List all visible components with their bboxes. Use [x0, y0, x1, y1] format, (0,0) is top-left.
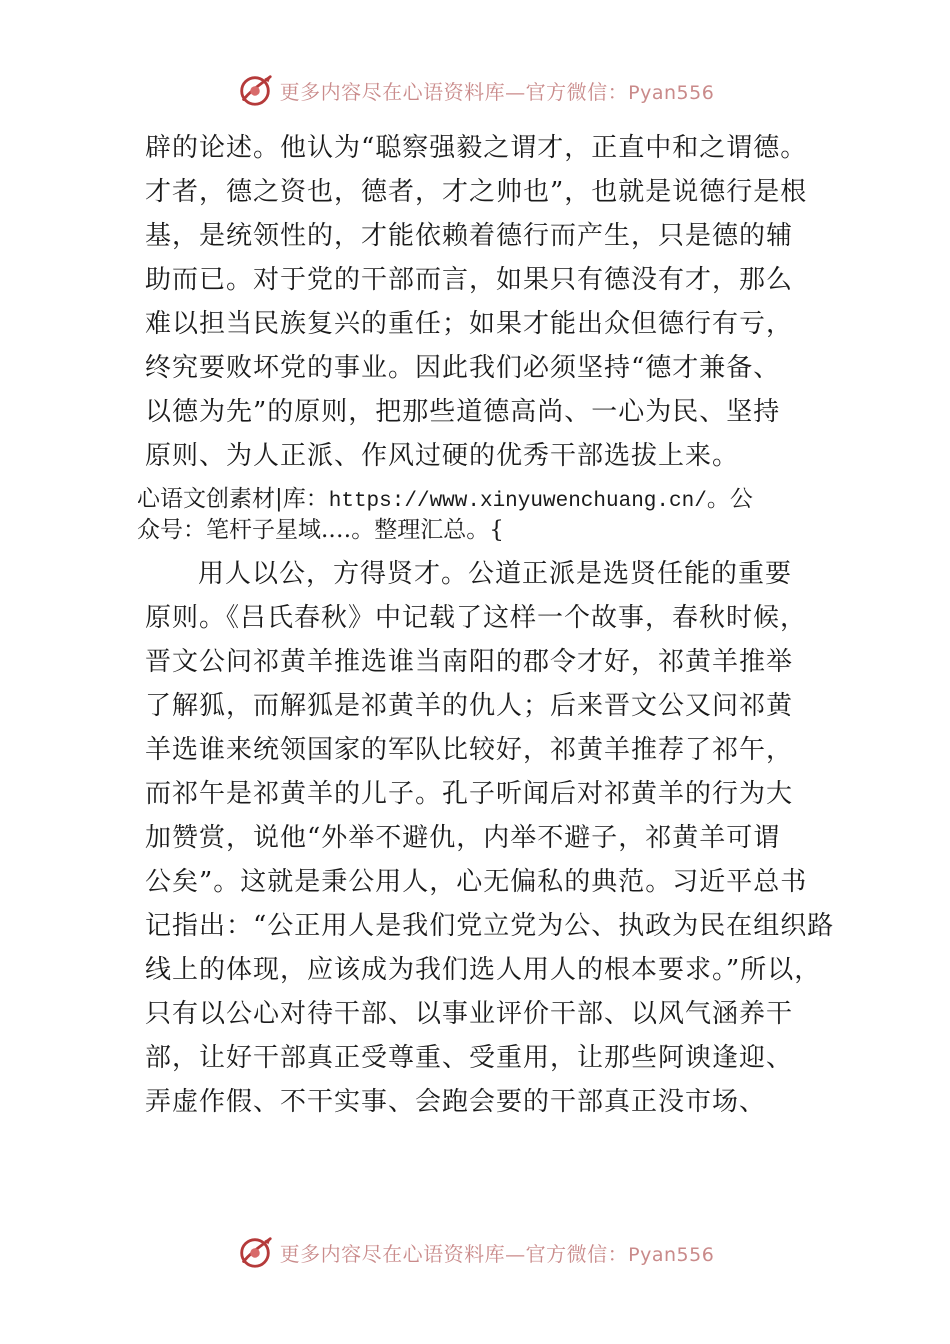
paragraph-2-line: 原则。《吕氏春秋》中记载了这样一个故事，春秋时候， [145, 603, 808, 633]
source-suffix: 。公 [706, 486, 753, 512]
paragraph-1-line: 以德为先”的原则，把那些道德高尚、一心为民、坚持 [145, 397, 781, 427]
source-note [0, 478, 950, 552]
brand-logo-icon [236, 71, 274, 109]
paragraph-2-line: 线上的体现，应该成为我们选人用人的根本要求。”所以， [145, 955, 822, 985]
footer-banner [0, 1230, 950, 1274]
brand-logo-icon [236, 1233, 274, 1271]
paragraph-1-line: 难以担当民族复兴的重任；如果才能出众但德行有亏， [145, 309, 794, 339]
footer-banner-label: 更多内容尽在心语资料库—官方微信： [279, 1241, 629, 1266]
paragraph-2-line: 用人以公，方得贤才。公道正派是选贤任能的重要 [198, 559, 793, 589]
paragraph-1 [0, 126, 950, 478]
source-note-line-2: 众号：笔杆子星域.…。整理汇总。{ [137, 517, 504, 543]
paragraph-2-line: 加赞赏，说他“外举不避仇，内举不避子，祁黄羊可谓 [145, 823, 781, 853]
source-prefix: 心语文创素材|库： [137, 486, 329, 512]
header-banner-label: 更多内容尽在心语资料库—官方微信： [279, 79, 629, 104]
paragraph-1-line: 基，是统领性的，才能依赖着德行而产生，只是德的辅 [145, 221, 794, 251]
paragraph-1-line: 原则、为人正派、作风过硬的优秀干部选拔上来。 [145, 441, 740, 471]
paragraph-2-line: 而祁午是祁黄羊的儿子。孔子听闻后对祁黄羊的行为大 [145, 779, 794, 809]
paragraph-2 [0, 552, 950, 1124]
paragraph-1-line: 终究要败坏党的事业。因此我们必须坚持“德才兼备、 [145, 353, 781, 383]
footer-banner-account: Pyan556 [628, 1243, 715, 1266]
paragraph-2-line: 只有以公心对待干部、以事业评价干部、以风气涵养干 [145, 999, 794, 1029]
paragraph-1-line: 才者，德之资也，德者，才之帅也”，也就是说德行是根 [145, 177, 808, 207]
paragraph-2-line: 羊选谁来统领国家的军队比较好，祁黄羊推荐了祁午， [145, 735, 794, 765]
paragraph-2-line: 了解狐，而解狐是祁黄羊的仇人；后来晋文公又问祁黄 [145, 691, 794, 721]
paragraph-2-line: 晋文公问祁黄羊推选谁当南阳的郡令才好，祁黄羊推举 [145, 647, 794, 677]
header-banner-inner [236, 71, 715, 109]
paragraph-2-line: 部，让好干部真正受尊重、受重用，让那些阿谀逢迎、 [145, 1043, 794, 1073]
paragraph-1-line: 助而已。对于党的干部而言，如果只有德没有才，那么 [145, 265, 794, 295]
document-body [0, 126, 950, 1124]
header-banner-account: Pyan556 [628, 81, 715, 104]
paragraph-2-line: 公矣”。这就是秉公用人，心无偏私的典范。习近平总书 [145, 867, 808, 897]
source-note-line-1 [137, 484, 950, 515]
paragraph-2-line: 弄虚作假、不干实事、会跑会要的干部真正没市场、 [145, 1087, 767, 1117]
paragraph-2-line: 记指出：“公正用人是我们党立党为公、执政为民在组织路 [145, 911, 835, 941]
header-banner-text [280, 76, 715, 105]
footer-banner-inner [236, 1233, 715, 1271]
header-banner [0, 68, 950, 112]
source-url-link[interactable]: https://www.xinyuwenchuang.cn/ [328, 490, 707, 513]
paragraph-1-line: 辟的论述。他认为“聪察强毅之谓才，正直中和之谓德。 [145, 133, 808, 163]
footer-banner-text [280, 1238, 715, 1267]
